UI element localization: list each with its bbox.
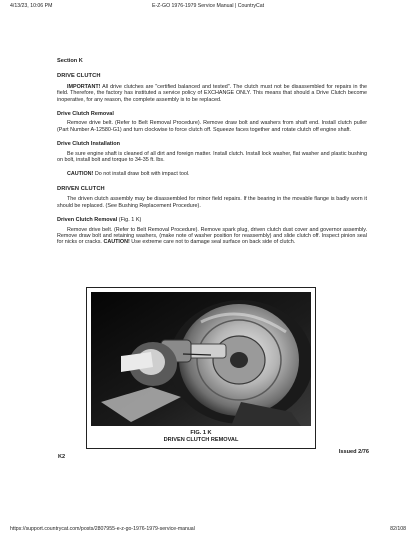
print-datetime: 4/13/23, 10:06 PM	[10, 3, 53, 9]
clutch-photo-illustration	[91, 292, 311, 426]
figure-caption	[87, 430, 315, 443]
print-url: https://support.countrycat.com/posts/2807955-e-z-go-1976-1979-service-manual	[10, 525, 195, 532]
print-page-counter: 82/108	[390, 525, 406, 532]
drive-clutch-removal-text: Remove drive belt. (Refer to Belt Removal Procedure). Remove draw bolt and washers from shaft end. Install clutch puller (Part Number A-12580-G1) and turn clockwise to force clutch off. Squeeze faces together and rotate clutch off engine shaft.	[57, 120, 367, 133]
caution-label: CAUTION!	[67, 171, 94, 178]
driven-clutch-removal-heading	[57, 217, 367, 223]
figure-title: DRIVEN CLUTCH REMOVAL	[163, 436, 239, 443]
driven-removal-body: Remove drive belt. (Refer to Belt Removal Procedure). Remove spark plug, driven clutch dust cover and governor assembly. Remove draw bolt and retaining washers, (make note of washer position for reassembly) and slide clutch off. Inspect pinion seal for nicks or cracks.	[57, 226, 367, 246]
issue-date: Issued 2/76	[338, 449, 369, 455]
driven-clutch-removal-text	[57, 227, 367, 246]
section-label: Section K	[57, 58, 83, 64]
driven-clutch-removal-title: Driven Clutch Removal	[57, 217, 118, 224]
important-text: All drive clutches are "certified balanced and tested". The clutch must not be disassembled for repairs in the field. Therefore, the factory has instituted a service policy of EXCHANGE ONLY. This means that should a Drive Clutch become inoperative, for any reason, the complete assembly is to be replaced.	[57, 83, 367, 103]
driven-clutch-heading: DRIVEN CLUTCH	[57, 185, 105, 192]
drive-clutch-important-paragraph	[57, 84, 367, 103]
driven-caution-label: CAUTION!	[103, 239, 130, 246]
driven-caution-text: Use extreme care not to damage seal surface on back side of clutch.	[129, 239, 296, 246]
print-page-title: E-Z-GO 1976-1979 Service Manual | CountryCat	[151, 3, 265, 9]
drive-clutch-installation-text: Be sure engine shaft is cleaned of all dirt and foreign matter. Install clutch. Install lock washer, flat washer and plastic bushing on bolt, install bolt and torque to 34-35 ft. lbs.	[57, 150, 367, 164]
driven-clutch-text: The driven clutch assembly may be disassembled for minor field repairs. If the bearing in the movable flange is badly worn it should be replaced. (See Bushing Replacement Procedure).	[57, 196, 367, 209]
figure-1k	[86, 287, 316, 449]
figure-label: FIG. 1 K	[190, 430, 212, 437]
page-id: K2	[58, 454, 66, 460]
figure-reference: (Fig. 1 K)	[118, 217, 142, 224]
manual-page	[57, 58, 367, 254]
browser-print-footer	[10, 527, 406, 532]
driven-clutch-removal-photo	[91, 292, 311, 426]
caution-text: Do not install draw bolt with impact tool.	[93, 171, 190, 178]
drive-clutch-removal-heading: Drive Clutch Removal	[57, 111, 114, 118]
drive-clutch-installation-heading: Drive Clutch Installation	[57, 141, 120, 148]
important-label: IMPORTANT!	[67, 83, 101, 90]
drive-clutch-heading: DRIVE CLUTCH	[57, 73, 101, 80]
installation-caution	[57, 171, 367, 177]
